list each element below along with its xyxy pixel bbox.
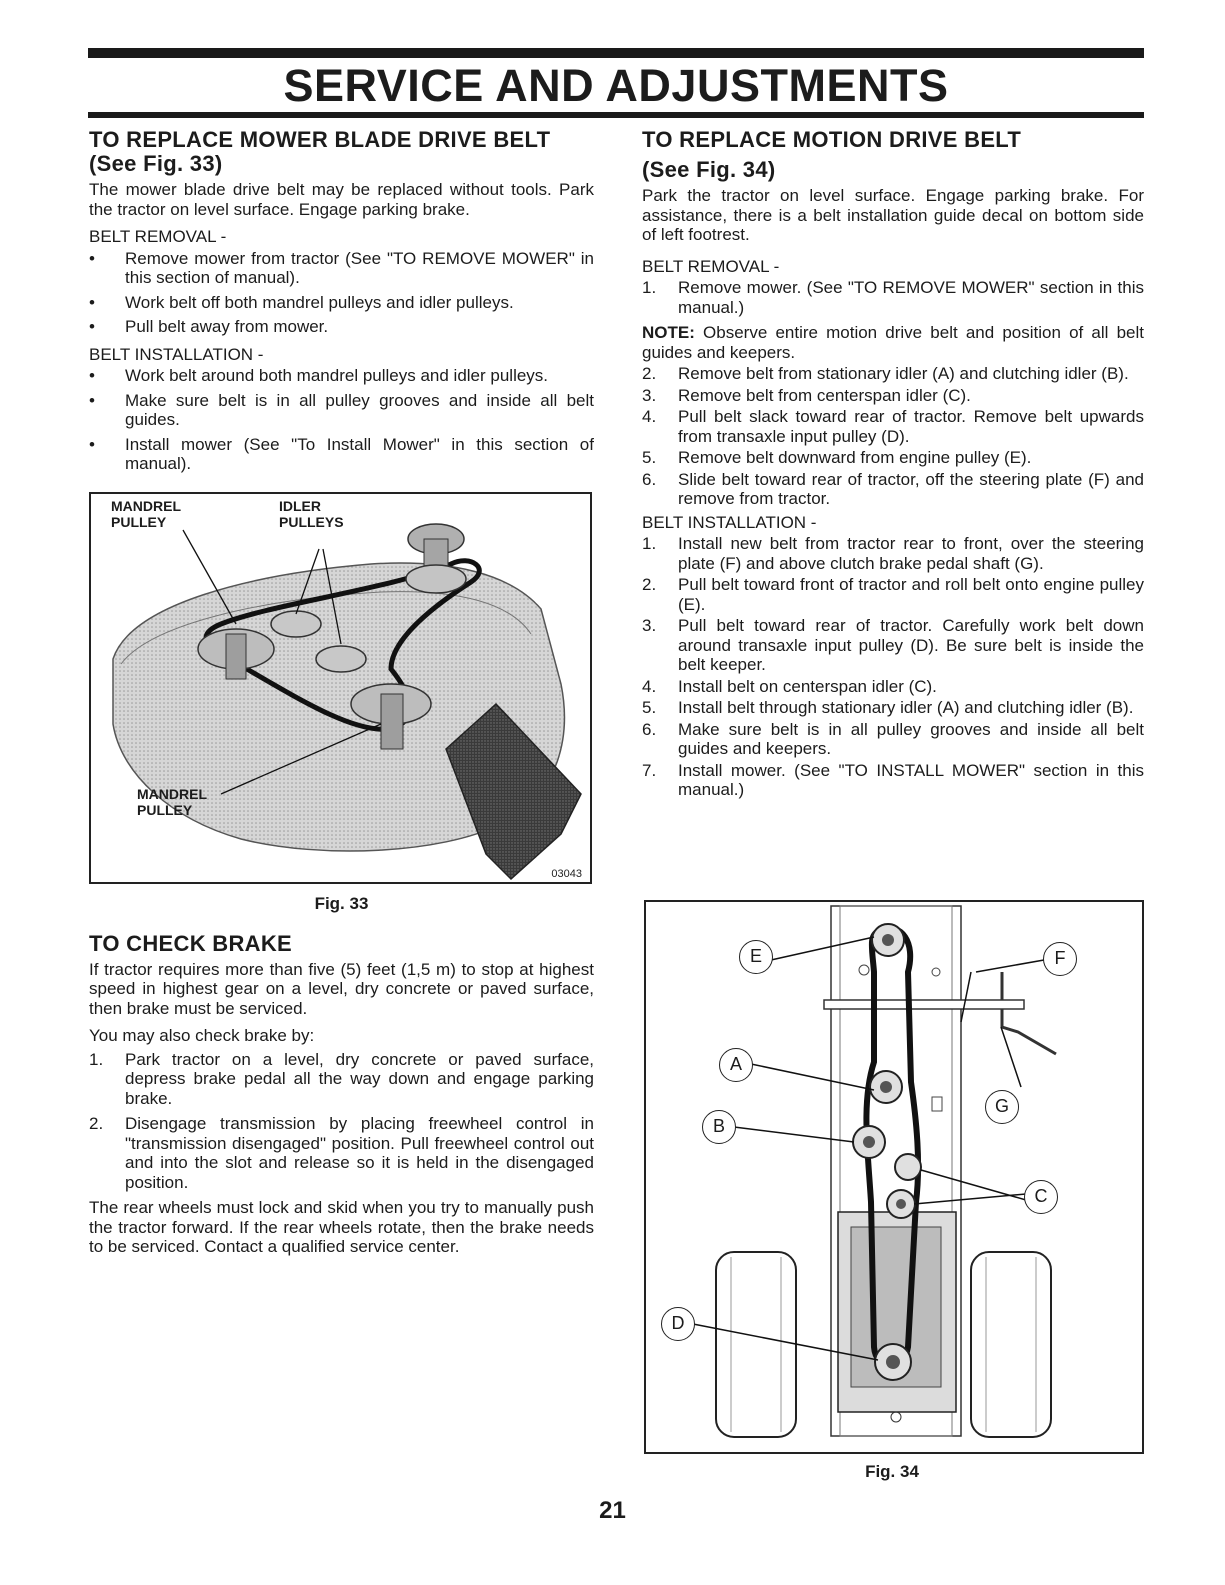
list-item [642, 761, 1144, 800]
step-text: Install belt through stationary idler (A) and clutching idler (B). [678, 698, 1134, 717]
step-text: Remove belt from centerspan idler (C). [678, 385, 971, 405]
figure-code: 03043 [551, 867, 582, 880]
top-rule [88, 48, 1144, 58]
callout-mandrel-pulley-bottom: MANDREL PULLEY [137, 785, 207, 818]
step-text: Install mower. (See "TO INSTALL MOWER" section in this manual.) [678, 760, 1144, 799]
blade-belt-heading-text: TO REPLACE MOWER BLADE DRIVE BELT [89, 127, 551, 152]
blade-belt-install-label: BELT INSTALLATION - [89, 344, 264, 364]
list-item-text: Pull belt away from mower. [125, 317, 329, 336]
list-item-text: Remove mower from tractor (See "TO REMOVE MOWER" in this section of manual). [125, 248, 594, 287]
step-text: Remove belt downward from engine pulley (E). [678, 448, 1032, 467]
figure-34-caption: Fig. 34 [865, 1462, 919, 1481]
step-number: 3. [642, 616, 657, 635]
step-text: Pull belt toward front of tractor and roll belt onto engine pulley (E). [678, 575, 1144, 614]
blade-belt-removal-list [89, 249, 594, 337]
check-brake-heading: TO CHECK BRAKE [89, 930, 293, 956]
blade-belt-install-list [89, 366, 594, 474]
list-item [642, 386, 1144, 406]
list-item [642, 575, 1144, 614]
label-f: F [1043, 942, 1077, 976]
step-number: 2. [642, 364, 657, 383]
label-c: C [1024, 1180, 1058, 1214]
step-text: Disengage transmission by placing freewheel control in "transmission disengaged" position. Pull freewheel control out and into the slot and release so it is held in the disengaged position. [125, 1114, 594, 1192]
step-number: 5. [642, 448, 657, 467]
step-number: 4. [642, 407, 657, 426]
bullet: • [89, 390, 95, 410]
motion-belt-removal-step1 [642, 278, 1144, 317]
motion-belt-removal-label: BELT REMOVAL - [642, 256, 780, 276]
title-underline [88, 112, 1144, 118]
blade-belt-heading [89, 128, 594, 176]
list-item [642, 534, 1144, 573]
check-brake-steps [89, 1050, 594, 1193]
callout-idler-pulleys: IDLER PULLEYS [279, 497, 344, 530]
list-item-text: Make sure belt is in all pulley grooves and inside all belt guides. [125, 390, 594, 429]
idler-pulley-2 [316, 646, 366, 672]
step-number: 3. [642, 385, 657, 405]
list-item [89, 317, 594, 337]
blade-belt-intro: The mower blade drive belt may be replaced without tools. Park the tractor on level surface. Engage parking brake. [89, 180, 594, 219]
step-number: 1. [89, 1049, 104, 1069]
list-item [89, 293, 594, 313]
list-item [642, 407, 1144, 446]
bullet: • [89, 434, 95, 454]
step-text: Install belt on centerspan idler (C). [678, 676, 937, 696]
note-text: Observe entire motion drive belt and position of all belt guides and keepers. [642, 323, 1144, 362]
list-item [89, 249, 594, 288]
figure-33 [89, 492, 592, 884]
list-item-text: Work belt off both mandrel pulleys and idler pulleys. [125, 292, 514, 312]
step-text: Slide belt toward rear of tractor, off the steering plate (F) and remove from tractor. [678, 469, 1144, 508]
list-item [89, 1050, 594, 1109]
check-brake-closing: The rear wheels must lock and skid when you try to manually push the tractor forward. If the rear wheels rotate, then the brake needs to be serviced. Contact a qualified service center. [89, 1198, 594, 1256]
page-number: 21 [599, 1497, 626, 1524]
bullet: • [89, 248, 95, 268]
blade-belt-heading-ref: (See Fig. 33) [89, 151, 223, 176]
drive-belt-diagram [646, 902, 1142, 1452]
step-number: 1. [642, 278, 657, 297]
motion-belt-heading-ref: (See Fig. 34) [642, 157, 776, 182]
list-item [89, 391, 594, 430]
step-text: Pull belt slack toward rear of tractor. Remove belt upwards from transaxle input pulley (D). [678, 407, 1144, 446]
motion-belt-note [642, 323, 1144, 362]
list-item [642, 677, 1144, 697]
motion-belt-heading [642, 128, 1144, 182]
check-brake-intro: If tractor requires more than five (5) feet (1,5 m) to stop at highest speed in highest gear on a level, dry concrete or paved surface, then brake must be serviced. [89, 959, 594, 1018]
list-item [642, 278, 1144, 317]
list-item [642, 364, 1144, 384]
callout-mandrel-pulley-top: MANDREL PULLEY [111, 497, 181, 530]
step-text: Park tractor on a level, dry concrete or paved surface, depress brake pedal all the way down and engage parking brake. [125, 1049, 594, 1108]
step-text: Make sure belt is in all pulley grooves and inside all belt guides and keepers. [678, 719, 1144, 758]
list-item [89, 366, 594, 386]
step-number: 6. [642, 719, 657, 739]
bullet: • [89, 366, 95, 385]
motion-belt-install-steps [642, 534, 1144, 800]
label-d: D [661, 1307, 695, 1341]
step-number: 5. [642, 698, 657, 717]
list-item-text: Work belt around both mandrel pulleys and idler pulleys. [125, 366, 549, 385]
list-item [642, 720, 1144, 759]
motion-belt-install-label: BELT INSTALLATION - [642, 512, 817, 532]
motion-belt-heading-text: TO REPLACE MOTION DRIVE BELT [642, 127, 1022, 152]
list-item [89, 1114, 594, 1192]
list-item [642, 470, 1144, 509]
right-column [642, 128, 1144, 802]
step-text: Pull belt toward rear of tractor. Carefully work belt down around transaxle input pulley (D). Be sure belt is inside the belt keeper. [678, 616, 1144, 674]
left-column [89, 128, 594, 1257]
list-item [89, 435, 594, 474]
list-item [642, 698, 1144, 718]
step-number: 2. [89, 1114, 104, 1133]
figure-34 [644, 900, 1144, 1454]
motion-belt-removal-steps [642, 364, 1144, 509]
motion-belt-intro: Park the tractor on level surface. Engage parking brake. For assistance, there is a belt installation guide decal on bottom side of left footrest. [642, 186, 1144, 244]
list-item-text: Install mower (See "To Install Mower" in this section of manual). [125, 434, 594, 473]
step-number: 2. [642, 575, 657, 594]
engine-pulley [406, 524, 466, 593]
label-g: G [985, 1090, 1019, 1124]
bullet: • [89, 317, 95, 336]
list-item [642, 448, 1144, 468]
step-number: 6. [642, 469, 657, 489]
label-e: E [739, 940, 773, 974]
check-brake-also: You may also check brake by: [89, 1026, 315, 1045]
label-a: A [719, 1048, 753, 1082]
blade-belt-removal-label: BELT REMOVAL - [89, 227, 227, 246]
step-text: Remove belt from stationary idler (A) and clutching idler (B). [678, 364, 1129, 383]
list-item [642, 616, 1144, 675]
note-label: NOTE: [642, 323, 695, 342]
idler-pulley-1 [271, 611, 321, 637]
step-number: 4. [642, 676, 657, 696]
figure-33-caption: Fig. 33 [314, 893, 369, 913]
step-text: Remove mower. (See "TO REMOVE MOWER" section in this manual.) [678, 278, 1144, 317]
step-number: 1. [642, 534, 657, 553]
page-title: SERVICE AND ADJUSTMENTS [283, 60, 949, 111]
label-b: B [702, 1110, 736, 1144]
bullet: • [89, 292, 95, 312]
step-number: 7. [642, 760, 657, 780]
step-text: Install new belt from tractor rear to front, over the steering plate (F) and above clutch brake pedal shaft (G). [678, 534, 1144, 573]
mower-deck-illustration [91, 494, 590, 882]
